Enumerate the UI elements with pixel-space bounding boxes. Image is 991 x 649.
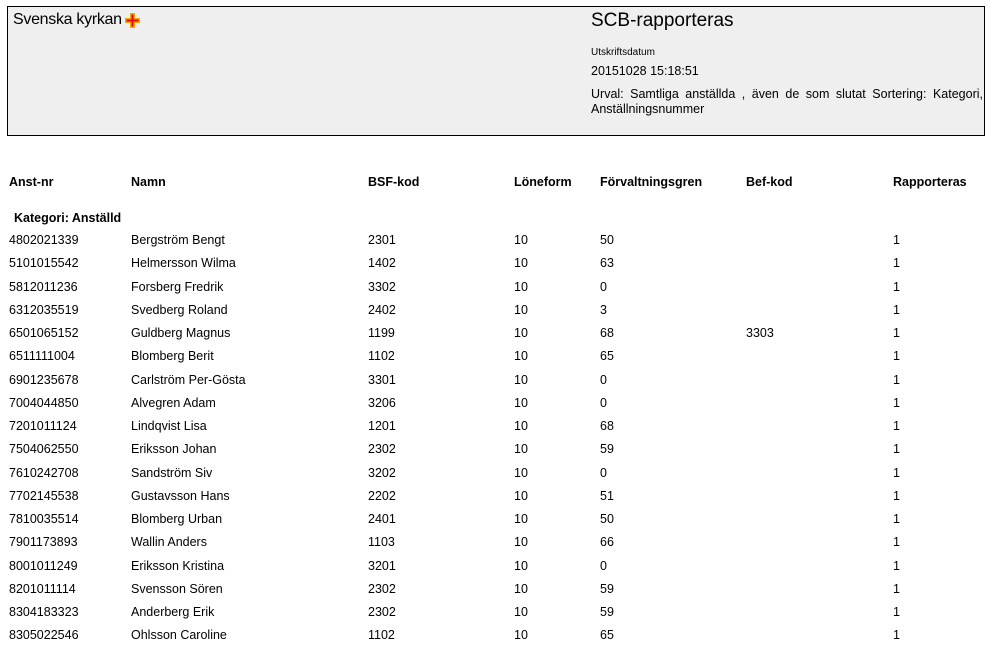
table-row bbox=[0, 396, 991, 414]
cell-loneform: 10 bbox=[514, 465, 528, 480]
cell-bsf-kod: 3302 bbox=[368, 279, 396, 294]
cell-loneform: 10 bbox=[514, 302, 528, 317]
cell-bef-kod: 3303 bbox=[746, 326, 774, 340]
cell-loneform: 10 bbox=[514, 628, 528, 643]
cell-bsf-kod: 3301 bbox=[368, 372, 396, 387]
table-row bbox=[0, 582, 991, 600]
cell-bsf-kod: 2301 bbox=[368, 233, 396, 247]
cell-namn: Alvegren Adam bbox=[131, 395, 216, 410]
cell-anst-nr: 7610242708 bbox=[9, 465, 79, 480]
cell-rapporteras: 1 bbox=[893, 488, 900, 503]
cell-forvaltningsgren: 50 bbox=[600, 233, 614, 247]
cell-namn: Bergström Bengt bbox=[131, 233, 225, 247]
cell-loneform: 10 bbox=[514, 558, 528, 573]
column-header-namn: Namn bbox=[131, 175, 166, 189]
cell-forvaltningsgren: 63 bbox=[600, 256, 614, 271]
cell-forvaltningsgren: 0 bbox=[600, 395, 607, 410]
cell-namn: Svensson Sören bbox=[131, 581, 223, 596]
cell-namn: Svedberg Roland bbox=[131, 302, 228, 317]
cell-bsf-kod: 2402 bbox=[368, 302, 396, 317]
column-header-rapporteras: Rapporteras bbox=[893, 175, 967, 189]
table-row bbox=[0, 373, 991, 391]
report-header bbox=[7, 6, 985, 136]
cell-loneform: 10 bbox=[514, 233, 528, 247]
cell-namn: Helmersson Wilma bbox=[131, 256, 236, 271]
column-header-anst-nr: Anst-nr bbox=[9, 175, 54, 189]
table-row bbox=[0, 233, 991, 251]
cell-rapporteras: 1 bbox=[893, 279, 900, 294]
cell-anst-nr: 8001011249 bbox=[9, 558, 78, 573]
cell-bsf-kod: 2302 bbox=[368, 605, 396, 619]
cell-forvaltningsgren: 0 bbox=[600, 465, 607, 480]
table-row bbox=[0, 256, 991, 274]
cell-forvaltningsgren: 0 bbox=[600, 558, 607, 573]
cell-rapporteras: 1 bbox=[893, 256, 900, 271]
cell-anst-nr: 8201011114 bbox=[9, 581, 76, 596]
table-row bbox=[0, 466, 991, 484]
cell-forvaltningsgren: 68 bbox=[600, 419, 614, 433]
table-row bbox=[0, 512, 991, 530]
print-date-label: Utskriftsdatum bbox=[591, 47, 655, 58]
table-row bbox=[0, 605, 991, 623]
cell-loneform: 10 bbox=[514, 372, 528, 387]
cell-loneform: 10 bbox=[514, 349, 528, 364]
church-cross-icon bbox=[124, 12, 141, 29]
cell-namn: Sandström Siv bbox=[131, 465, 213, 480]
cell-loneform: 10 bbox=[514, 419, 528, 433]
table-row bbox=[0, 419, 991, 437]
cell-namn: Blomberg Urban bbox=[131, 512, 223, 526]
cell-anst-nr: 5101015542 bbox=[9, 256, 79, 271]
cell-namn: Forsberg Fredrik bbox=[131, 279, 224, 294]
cell-forvaltningsgren: 59 bbox=[600, 605, 614, 619]
table-row bbox=[0, 535, 991, 553]
cell-namn: Lindqvist Lisa bbox=[131, 419, 207, 433]
logo-text: Svenska kyrkan bbox=[13, 11, 122, 28]
cell-namn: Ohlsson Caroline bbox=[131, 628, 227, 643]
svenska-kyrkan-logo bbox=[13, 11, 141, 29]
cell-namn: Eriksson Johan bbox=[131, 442, 217, 457]
table-row bbox=[0, 442, 991, 460]
cell-bsf-kod: 1199 bbox=[368, 326, 395, 340]
print-date-value: 20151028 15:18:51 bbox=[591, 64, 699, 78]
cell-anst-nr: 7901173893 bbox=[9, 535, 78, 550]
cell-forvaltningsgren: 68 bbox=[600, 326, 614, 340]
cell-rapporteras: 1 bbox=[893, 372, 900, 387]
cell-loneform: 10 bbox=[514, 535, 528, 550]
cell-forvaltningsgren: 65 bbox=[600, 349, 614, 364]
cell-anst-nr: 6511111004 bbox=[9, 349, 75, 364]
cell-anst-nr: 7702145538 bbox=[9, 488, 79, 503]
cell-rapporteras: 1 bbox=[893, 326, 900, 340]
cell-bsf-kod: 1402 bbox=[368, 256, 396, 271]
table-row bbox=[0, 559, 991, 577]
cell-rapporteras: 1 bbox=[893, 302, 900, 317]
cell-anst-nr: 4802021339 bbox=[9, 233, 79, 247]
cell-namn: Wallin Anders bbox=[131, 535, 207, 550]
cell-loneform: 10 bbox=[514, 442, 528, 457]
cell-bsf-kod: 1103 bbox=[368, 535, 395, 550]
table-row bbox=[0, 326, 991, 344]
table-row bbox=[0, 628, 991, 646]
cell-forvaltningsgren: 0 bbox=[600, 372, 607, 387]
table-row bbox=[0, 489, 991, 507]
cell-bsf-kod: 2401 bbox=[368, 512, 396, 526]
cell-bsf-kod: 1102 bbox=[368, 628, 395, 643]
cell-bsf-kod: 1201 bbox=[368, 419, 396, 433]
cell-rapporteras: 1 bbox=[893, 535, 900, 550]
cell-anst-nr: 8305022546 bbox=[9, 628, 79, 643]
cell-namn: Blomberg Berit bbox=[131, 349, 214, 364]
cell-rapporteras: 1 bbox=[893, 395, 900, 410]
cell-bsf-kod: 2202 bbox=[368, 488, 396, 503]
column-header-bsf-kod: BSF-kod bbox=[368, 175, 420, 189]
category-heading: Kategori: Anställd bbox=[14, 211, 122, 225]
cell-loneform: 10 bbox=[514, 256, 528, 271]
cell-forvaltningsgren: 65 bbox=[600, 628, 614, 643]
cell-anst-nr: 8304183323 bbox=[9, 605, 79, 619]
cell-bsf-kod: 3206 bbox=[368, 395, 396, 410]
cell-forvaltningsgren: 66 bbox=[600, 535, 614, 550]
cell-rapporteras: 1 bbox=[893, 233, 900, 247]
report-title: SCB-rapporteras bbox=[591, 10, 734, 31]
cell-loneform: 10 bbox=[514, 605, 528, 619]
cell-anst-nr: 7810035514 bbox=[9, 512, 79, 526]
cell-rapporteras: 1 bbox=[893, 605, 900, 619]
cell-anst-nr: 6901235678 bbox=[9, 372, 79, 387]
cell-rapporteras: 1 bbox=[893, 465, 900, 480]
cell-rapporteras: 1 bbox=[893, 581, 900, 596]
cell-namn: Eriksson Kristina bbox=[131, 558, 225, 573]
cell-loneform: 10 bbox=[514, 488, 528, 503]
cell-forvaltningsgren: 0 bbox=[600, 279, 607, 294]
selection-criteria: Urval: Samtliga anställda , även de som slutat Sortering: Kategori, Anställningsnummer bbox=[591, 87, 983, 116]
column-header-bef-kod: Bef-kod bbox=[746, 175, 793, 189]
cell-bsf-kod: 2302 bbox=[368, 442, 396, 457]
cell-rapporteras: 1 bbox=[893, 512, 900, 526]
cell-rapporteras: 1 bbox=[893, 349, 900, 364]
cell-loneform: 10 bbox=[514, 512, 528, 526]
cell-bsf-kod: 1102 bbox=[368, 349, 395, 364]
cell-forvaltningsgren: 3 bbox=[600, 302, 607, 317]
cell-namn: Anderberg Erik bbox=[131, 605, 215, 619]
cell-loneform: 10 bbox=[514, 279, 528, 294]
cell-forvaltningsgren: 50 bbox=[600, 512, 614, 526]
cell-forvaltningsgren: 59 bbox=[600, 581, 614, 596]
column-header-loneform: Löneform bbox=[514, 175, 572, 189]
column-header-forvaltningsgren: Förvaltningsgren bbox=[600, 175, 703, 189]
cell-forvaltningsgren: 59 bbox=[600, 442, 614, 457]
cell-anst-nr: 7201011124 bbox=[9, 419, 77, 433]
cell-forvaltningsgren: 51 bbox=[600, 488, 614, 503]
cell-rapporteras: 1 bbox=[893, 558, 900, 573]
table-row bbox=[0, 280, 991, 298]
cell-rapporteras: 1 bbox=[893, 419, 900, 433]
cell-anst-nr: 6501065152 bbox=[9, 326, 79, 340]
cell-namn: Gustavsson Hans bbox=[131, 488, 230, 503]
cell-bsf-kod: 3201 bbox=[368, 558, 396, 573]
cell-anst-nr: 5812011236 bbox=[9, 279, 78, 294]
cell-bsf-kod: 2302 bbox=[368, 581, 396, 596]
cell-namn: Carlström Per-Gösta bbox=[131, 372, 246, 387]
cell-loneform: 10 bbox=[514, 581, 528, 596]
cell-anst-nr: 7504062550 bbox=[9, 442, 79, 457]
cell-rapporteras: 1 bbox=[893, 442, 900, 457]
cell-bsf-kod: 3202 bbox=[368, 465, 396, 480]
cell-loneform: 10 bbox=[514, 395, 528, 410]
cell-loneform: 10 bbox=[514, 326, 528, 340]
table-row bbox=[0, 349, 991, 367]
table-row bbox=[0, 303, 991, 321]
cell-rapporteras: 1 bbox=[893, 628, 900, 643]
cell-anst-nr: 7004044850 bbox=[9, 395, 79, 410]
cell-anst-nr: 6312035519 bbox=[9, 302, 79, 317]
cell-namn: Guldberg Magnus bbox=[131, 326, 231, 340]
